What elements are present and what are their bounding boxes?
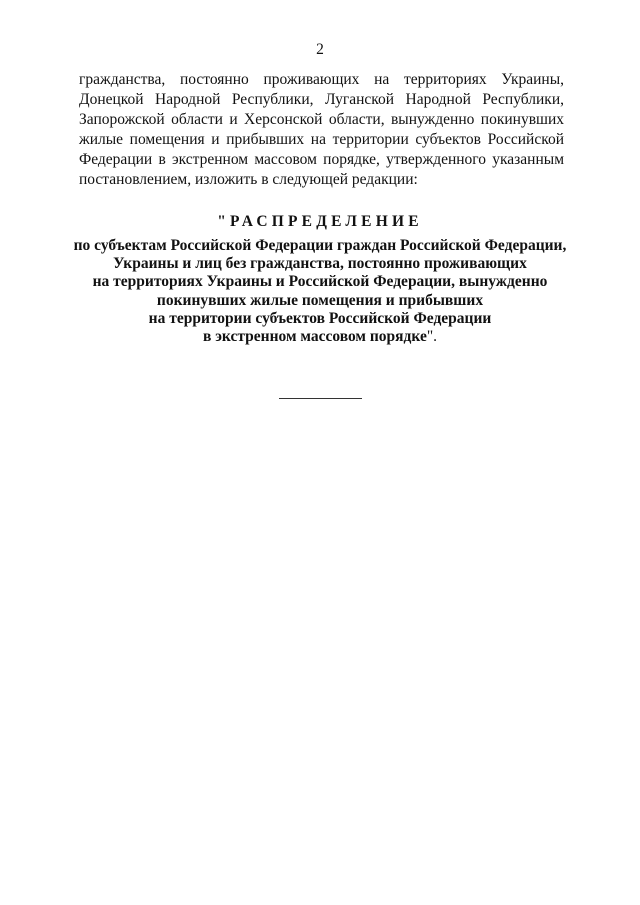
body-line: Донецкой Народной Республики, Луганской Народной Республики, [79, 91, 564, 108]
document-heading: "РАСПРЕДЕЛЕНИЕ [217, 213, 423, 230]
body-line: Запорожской области и Херсонской области, вынужденно покинувших [79, 111, 564, 128]
document-subheading [0, 237, 640, 346]
subheading-line-last [0, 328, 640, 346]
subheading-line: на территориях Украины и Российской Федерации, вынужденно [92, 273, 548, 291]
body-line: жилые помещения и прибывших на территории субъектов Российской [79, 131, 564, 148]
subheading-line: Украины и лиц без гражданства, постоянно проживающих [113, 255, 527, 273]
subheading-line: на территории субъектов Российской Федерации [148, 309, 492, 327]
body-line: Федерации в экстренном массовом порядке, утвержденного указанным [79, 151, 564, 168]
body-line-last: постановлением, изложить в следующей редакции: [79, 171, 418, 188]
subheading-line: по субъектам Российской Федерации граждан Российской Федерации, [73, 237, 567, 254]
end-divider [279, 398, 362, 399]
subheading-last-text: в экстренном массовом порядке [202, 328, 427, 346]
page-number: 2 [316, 41, 324, 58]
subheading-line: покинувших жилые помещения и прибывших [156, 291, 484, 309]
body-line: гражданства, постоянно проживающих на территориях Украины, [79, 71, 564, 88]
closing-quote: ". [426, 328, 438, 346]
body-paragraph [79, 70, 564, 190]
